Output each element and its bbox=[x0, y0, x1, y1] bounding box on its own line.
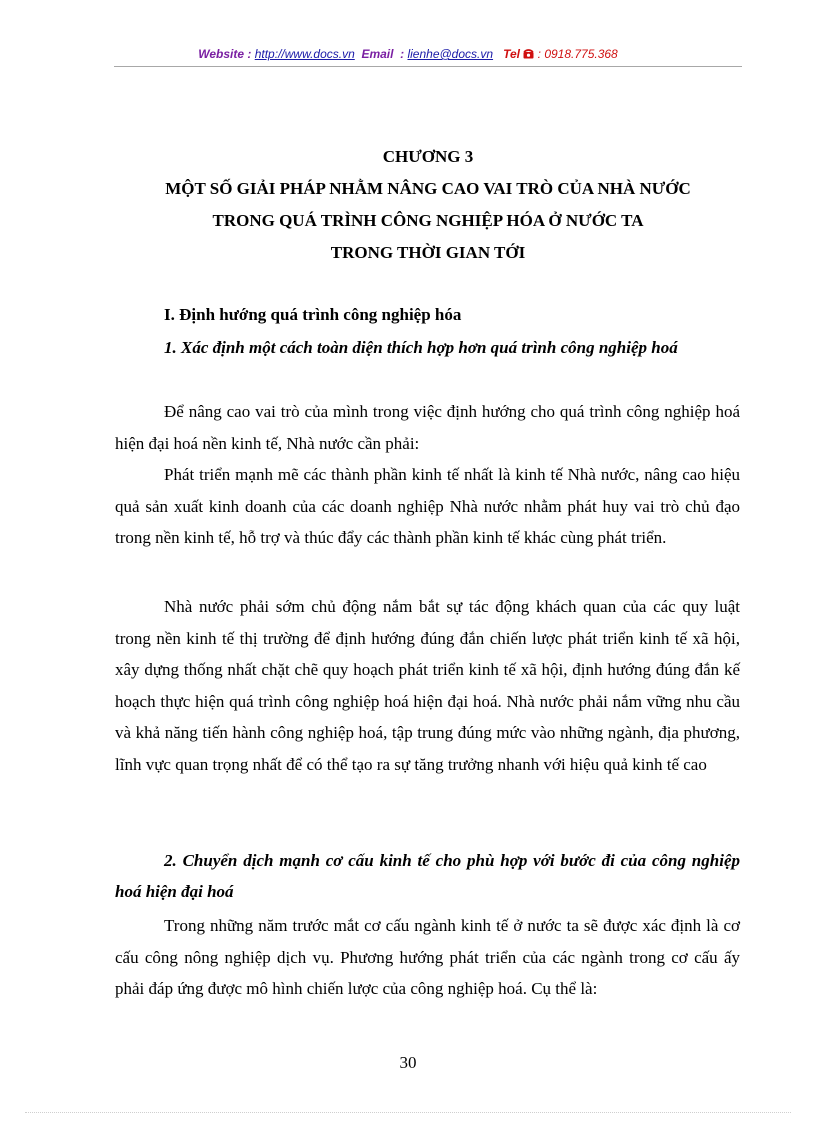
paragraph-3: Nhà nước phải sớm chủ động nắm bắt sự tác động khách quan của các quy luật trong nền kinh tế thị trường để định hướng đúng đắn chiến lược phát triển kinh tế xã hội, xây dựng thống nhất chặt chẽ quy hoạch phát triển kinh tế xã hội, định hướng đúng đắn kế hoạch thực hiện quá trình công nghiệp hoá hiện đại hoá. Nhà nước phải nắm vững nhu cầu và khả năng tiến hành công nghiệp hoá, tập trung đúng mức vào những ngành, địa phương, lĩnh vực quan trọng nhất để có thể tạo ra sự tăng trưởng nhanh với hiệu quả kinh tế cao bbox=[115, 597, 740, 774]
chapter-title-line-2: TRONG QUÁ TRÌNH CÔNG NGHIỆP HÓA Ở NƯỚC TA bbox=[212, 211, 644, 230]
header-divider bbox=[114, 66, 742, 67]
email-separator: : bbox=[400, 47, 405, 61]
chapter-number: CHƯƠNG 3 bbox=[382, 147, 474, 166]
website-link[interactable]: http://www.docs.vn bbox=[254, 47, 355, 61]
subsection-heading-2: 2. Chuyển dịch mạnh cơ cấu kinh tế cho phù hợp với bước đi của công nghiệp hoá hiện đại hoá bbox=[115, 851, 740, 901]
subsection-heading-1: 1. Xác định một cách toàn diện thích hợp hơn quá trình công nghiệp hoá bbox=[164, 338, 678, 357]
phone-number: : 0918.775.368 bbox=[537, 47, 618, 61]
website-label: Website : bbox=[198, 47, 252, 61]
tel-label: Tel bbox=[503, 47, 520, 61]
page-number: 30 bbox=[399, 1053, 417, 1072]
page-header bbox=[0, 47, 816, 61]
chapter-title-line-3: TRONG THỜI GIAN TỚI bbox=[330, 243, 526, 262]
chapter-title-line-1: MỘT SỐ GIẢI PHÁP NHẰM NÂNG CAO VAI TRÒ CỦA NHÀ NƯỚC bbox=[165, 179, 691, 198]
email-link[interactable]: lienhe@docs.vn bbox=[407, 47, 494, 61]
chapter-title-block bbox=[100, 141, 756, 269]
paragraph-4: Trong những năm trước mắt cơ cấu ngành kinh tế ở nước ta sẽ được xác định là cơ cấu công nông nghiệp dịch vụ. Phương hướng phát triển của các ngành trong cơ cấu ấy phải đáp ứng được mô hình chiến lược của công nghiệp hoá. Cụ thể là: bbox=[115, 916, 740, 998]
section-heading: I. Định hướng quá trình công nghiệp hóa bbox=[164, 305, 462, 324]
paragraph-2: Phát triển mạnh mẽ các thành phần kinh tế nhất là kinh tế Nhà nước, nâng cao hiệu quả sản xuất kinh doanh của các doanh nghiệp Nhà nước nhằm phát huy vai trò chủ đạo trong nền kinh tế, hỗ trợ và thúc đẩy các thành phần kinh tế khác cùng phát triển. bbox=[115, 465, 740, 547]
footer-divider bbox=[25, 1112, 791, 1113]
phone-icon bbox=[523, 47, 537, 61]
email-label: Email bbox=[361, 47, 394, 61]
paragraph-1: Để nâng cao vai trò của mình trong việc định hướng cho quá trình công nghiệp hoá hiện đại hoá nền kinh tế, Nhà nước cần phải: bbox=[115, 402, 740, 453]
